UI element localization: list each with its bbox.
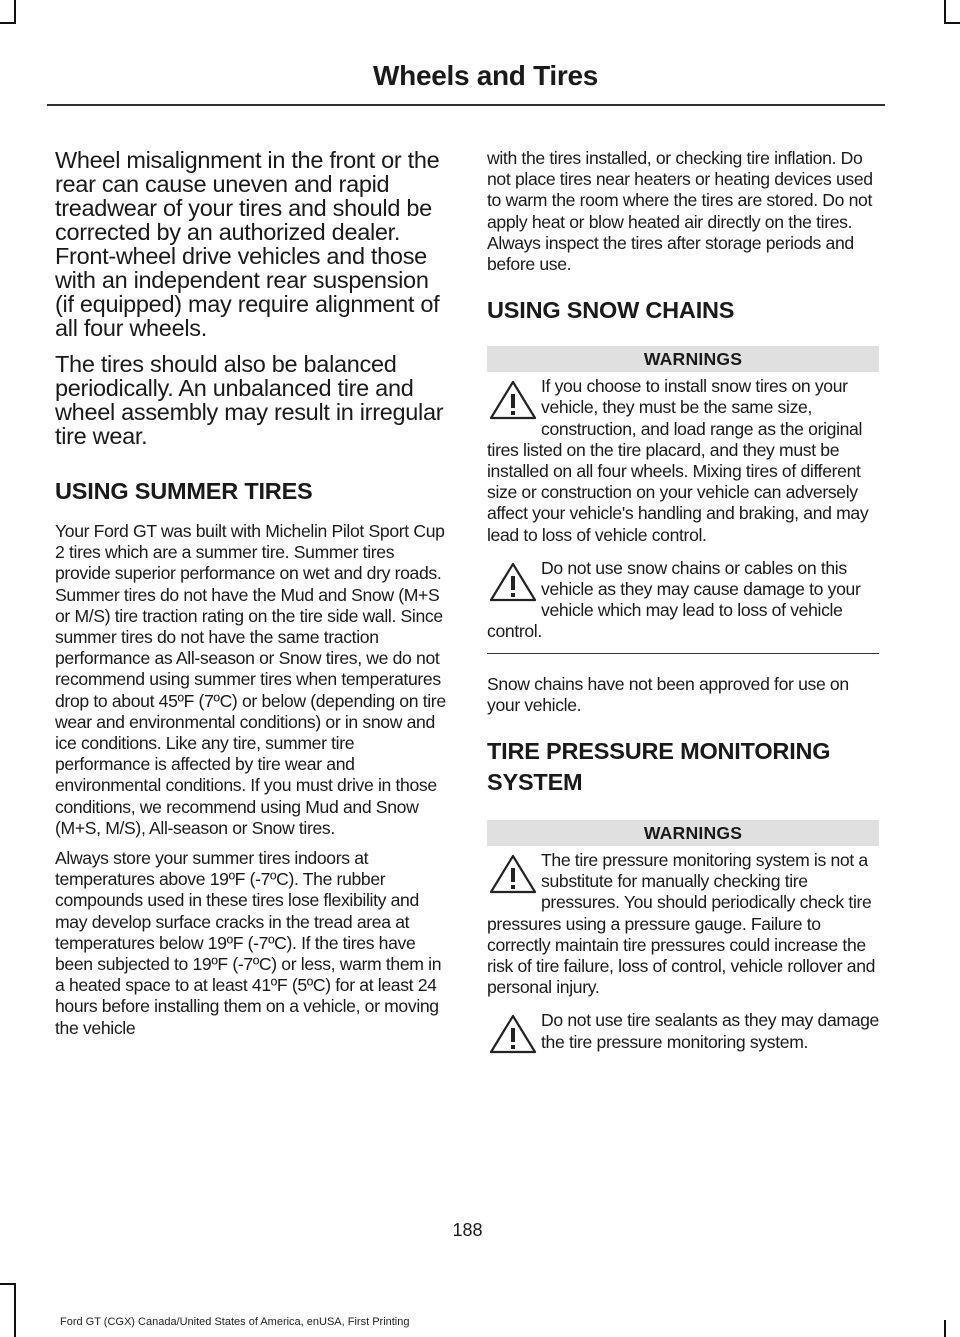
summer-tires-paragraph: Your Ford GT was built with Michelin Pilot Sport Cup 2 tires which are a summer tire. Summer tires provide superior performance on wet and dry roads. Summer tires do not have the Mud and Snow (M+S or M/S) tire traction rating on the tire side wall. Since summer tires do not have the same traction performance as All-season or Snow tires, we do not recommend using summer tires when temperatures drop to about 45ºF (7ºC) or below (depending on tire wear and environmental conditions) or in snow and ice conditions. Like any tire, summer tire performance is affected by tire wear and environmental conditions. If you must drive in those conditions, we recommend using Mud and Snow (M+S, M/S), All-season or Snow tires. <box>55 521 446 838</box>
crop-mark <box>944 1320 946 1337</box>
crop-mark <box>944 22 960 24</box>
warning-text: If you choose to install snow tires on your vehicle, they must be the same size, construction, and load range as the original tires listed on the tire placard, and they must be installed on all four wheels. Mixing tires of different size or construction on your vehicle can adversely affect your vehicle's handling and braking, and may lead to loss of vehicle control. <box>487 376 869 545</box>
warnings-label: WARNINGS <box>487 820 879 846</box>
warning-text: The tire pressure monitoring system is not a substitute for manually checking tire pressures. You should periodically check tire pressures using a pressure gauge. Failure to correctly maintain tire pressures could increase the risk of tire failure, loss of control, vehicle rollover and personal injury. <box>487 850 876 998</box>
page-header-title: Wheels and Tires <box>373 60 598 91</box>
storage-paragraph-continued: with the tires installed, or checking tire inflation. Do not place tires near heaters or heating devices used to warm the room where the tires are stored. Do not apply heat or blow heated air directly on the tires. Always inspect the tires after storage periods and before use. <box>487 148 873 275</box>
storage-paragraph: Always store your summer tires indoors at temperatures above 19ºF (-7ºC). The rubber compounds used in these tires lose flexibility and may develop surface cracks in the tread area at temperatures below 19ºF (-7ºC). If the tires have been subjected to 19ºF (-7ºC) or less, warm them in a heated space to at least 41ºF (5ºC) for at least 24 hours before installing them on a vehicle, or moving the vehicle <box>55 848 442 1038</box>
section-heading-tpms: TIRE PRESSURE MONITORING SYSTEM <box>487 738 831 796</box>
left-column <box>55 148 448 1048</box>
warning-item <box>487 850 879 998</box>
footer-text: Ford GT (CGX) Canada/United States of America, enUSA, First Printing <box>60 1316 410 1328</box>
warning-triangle-icon <box>487 378 539 422</box>
right-column <box>487 148 879 1062</box>
page-number: 188 <box>452 1220 483 1240</box>
crop-mark <box>0 22 16 24</box>
section-heading-summer-tires: USING SUMMER TIRES <box>55 478 313 504</box>
warning-item <box>487 376 879 546</box>
warning-triangle-icon <box>487 560 539 604</box>
crop-mark <box>14 0 16 22</box>
warning-triangle-icon <box>487 852 539 896</box>
warning-text: Do not use tire sealants as they may damage the tire pressure monitoring system. <box>541 1010 879 1052</box>
header-rule <box>47 104 885 106</box>
section-heading-snow-chains: USING SNOW CHAINS <box>487 297 735 324</box>
warnings-divider <box>487 653 879 654</box>
crop-mark <box>14 1283 16 1337</box>
warning-text: Do not use snow chains or cables on this vehicle as they may cause damage to your vehicle which may lead to loss of vehicle control. <box>487 557 861 642</box>
balance-paragraph: The tires should also be balanced periodically. An unbalanced tire and wheel assembly may result in irregular tire wear. <box>55 351 444 449</box>
warning-item <box>487 1010 879 1052</box>
crop-mark <box>944 0 946 22</box>
crop-mark <box>0 1283 16 1285</box>
intro-paragraph: Wheel misalignment in the front or the rear can cause uneven and rapid treadwear of your tires and should be corrected by an authorized dealer. Front-wheel drive vehicles and those with an independent rear suspension (if equipped) may require alignment of all four wheels. <box>55 147 440 341</box>
warning-triangle-icon <box>487 1012 539 1056</box>
warning-item <box>487 558 879 643</box>
warnings-label: WARNINGS <box>487 346 879 372</box>
snow-chains-paragraph: Snow chains have not been approved for use on your vehicle. <box>487 673 849 715</box>
